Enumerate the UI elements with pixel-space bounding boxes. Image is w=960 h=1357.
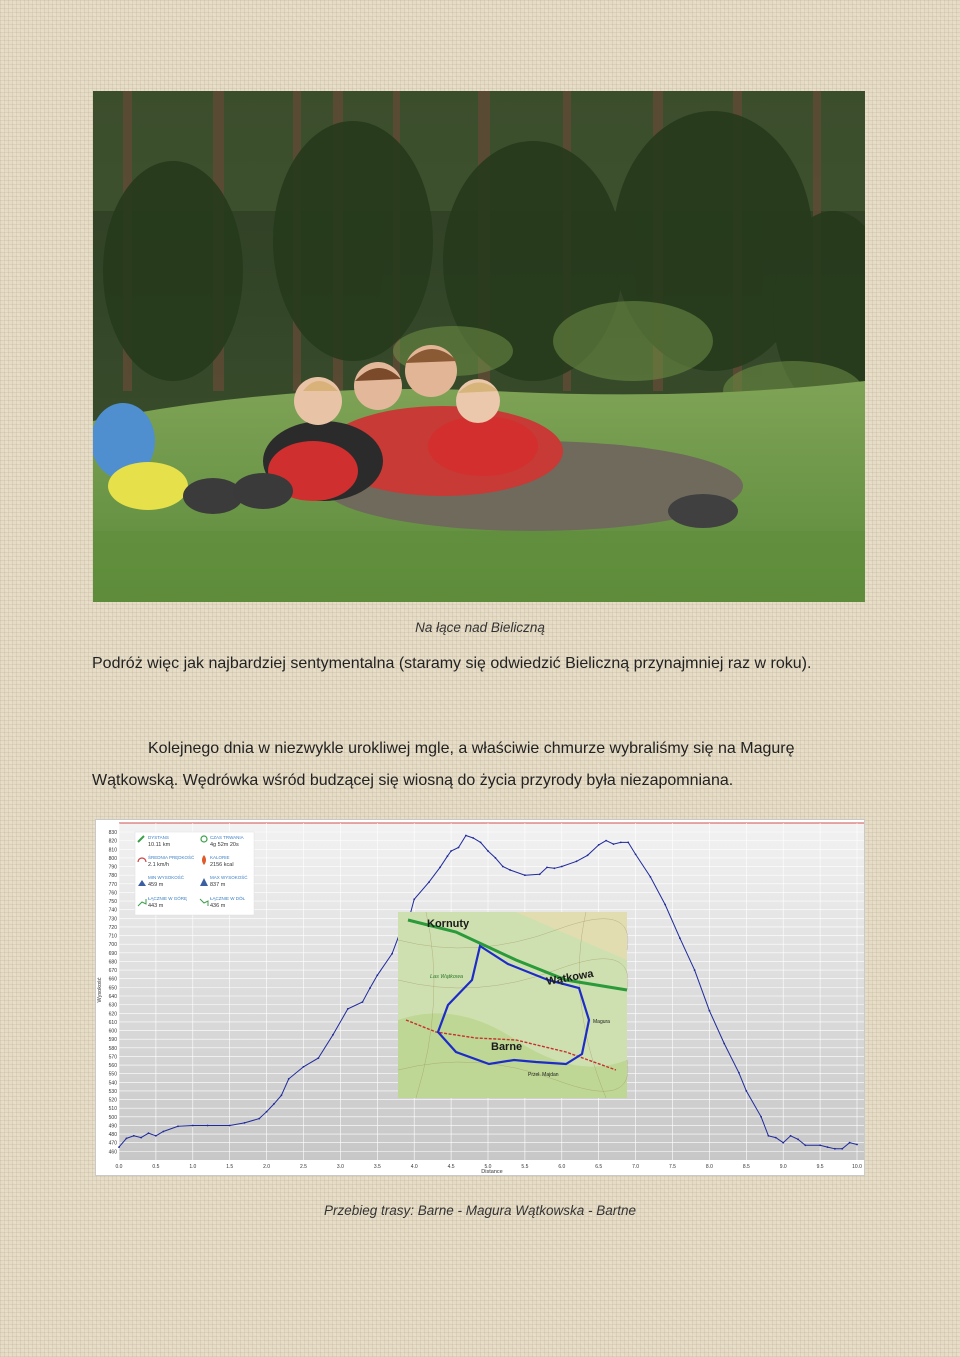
elevation-point [428, 881, 430, 883]
y-tick-label: 610 [108, 1019, 117, 1026]
elevation-point [162, 1131, 164, 1133]
stats-box [135, 832, 254, 915]
x-axis-label: Distance [481, 1169, 503, 1175]
elevation-point [694, 969, 696, 971]
elevation-point [258, 1118, 260, 1120]
y-tick-label: 560 [108, 1063, 117, 1070]
y-tick-label: 550 [108, 1071, 117, 1078]
elevation-point [827, 1146, 829, 1148]
x-tick-label: 1.0 [189, 1164, 197, 1170]
x-tick-label: 8.5 [742, 1164, 750, 1170]
elevation-point [745, 1090, 747, 1092]
route-map-inset [398, 912, 628, 1098]
map-label-kornuty: Kornuty [427, 918, 470, 930]
elevation-chart-svg [96, 820, 864, 1175]
elevation-point [148, 1132, 150, 1134]
elevation-point [790, 1135, 792, 1137]
x-tick-label: 5.5 [521, 1164, 529, 1170]
elevation-point [439, 867, 441, 869]
y-tick-label: 670 [108, 968, 117, 975]
y-tick-label: 540 [108, 1080, 117, 1087]
y-tick-label: 760 [108, 890, 117, 897]
y-tick-label: 500 [108, 1114, 117, 1121]
elevation-point [126, 1138, 128, 1140]
map-label-barne: Barne [491, 1041, 523, 1053]
y-tick-label: 530 [108, 1088, 117, 1095]
y-tick-label: 480 [108, 1132, 117, 1139]
elevation-point [561, 866, 563, 868]
elevation-point [450, 850, 452, 852]
elevation-point [472, 837, 474, 839]
photo-caption: Na łące nad Bieliczną [415, 620, 545, 635]
y-tick-label: 800 [108, 855, 117, 862]
elevation-point [539, 873, 541, 875]
map-label-watkowa: Wątkowa [545, 967, 595, 988]
x-tick-label: 4.5 [447, 1164, 455, 1170]
elevation-point [797, 1138, 799, 1140]
elevation-point [413, 898, 415, 900]
elevation-point [598, 844, 600, 846]
y-tick-label: 790 [108, 864, 117, 871]
y-tick-label: 630 [108, 1002, 117, 1009]
y-tick-label: 580 [108, 1045, 117, 1052]
elevation-point [332, 1034, 334, 1036]
elevation-point [627, 842, 629, 844]
y-tick-label: 520 [108, 1097, 117, 1104]
elevation-point [760, 1116, 762, 1118]
elevation-point [133, 1135, 135, 1137]
elevation-point [849, 1142, 851, 1144]
x-tick-label: 9.0 [779, 1164, 787, 1170]
elevation-point [391, 953, 393, 955]
paragraph-1: Podróż więc jak najbardziej sentymentalna (staramy się odwiedzić Bieliczną przynajmniej raz w roku). [92, 655, 812, 672]
svg-text:MIN WYSOKOŚĆ: MIN WYSOKOŚĆ [148, 875, 185, 880]
svg-text:CZAS TRWANIA: CZAS TRWANIA [210, 835, 244, 840]
x-tick-label: 5.0 [484, 1164, 492, 1170]
y-tick-label: 690 [108, 950, 117, 957]
y-tick-label: 460 [108, 1149, 117, 1156]
elevation-point [347, 1008, 349, 1010]
chart-caption: Przebieg trasy: Barne - Magura Wątkowska - Bartne [323, 1203, 637, 1218]
elevation-point [635, 854, 637, 856]
elevation-point [819, 1144, 821, 1146]
family-photo [93, 91, 865, 602]
elevation-point [192, 1125, 194, 1127]
y-tick-label: 730 [108, 916, 117, 923]
svg-text:ŚREDNIA PRĘDKOŚĆ: ŚREDNIA PRĘDKOŚĆ [148, 855, 195, 860]
svg-text:2156 kcal: 2156 kcal [210, 862, 234, 868]
elevation-point [376, 974, 378, 976]
elevation-point [613, 843, 615, 845]
elevation-point [502, 866, 504, 868]
elevation-point [140, 1137, 142, 1139]
svg-text:436 m: 436 m [210, 903, 226, 909]
elevation-point [554, 867, 556, 869]
elevation-point [723, 1043, 725, 1045]
x-tick-label: 6.5 [595, 1164, 603, 1170]
x-tick-label: 7.5 [669, 1164, 676, 1170]
elevation-point [768, 1135, 770, 1137]
svg-text:4g 52m 20s: 4g 52m 20s [210, 842, 239, 848]
elevation-point [229, 1125, 231, 1127]
elevation-point [458, 847, 460, 849]
x-tick-label: 8.0 [705, 1164, 713, 1170]
elevation-profile-chart [95, 819, 865, 1176]
y-tick-label: 750 [108, 899, 117, 906]
elevation-point [495, 857, 497, 859]
svg-text:DYSTANS: DYSTANS [148, 835, 169, 840]
elevation-point [738, 1072, 740, 1074]
paragraph-2: Kolejnego dnia w niezwykle urokliwej mgle, a właściwie chmurze wybraliśmy się na Magurę Wątkowską. Wędrówka wśród budzącej się wiosną do życia przyrody była niezapomniana. [92, 740, 795, 789]
y-tick-label: 680 [108, 959, 117, 966]
elevation-point [650, 876, 652, 878]
elevation-point [362, 1001, 364, 1003]
map-label-magura: Magura [593, 1019, 610, 1025]
svg-text:MAX WYSOKOŚĆ: MAX WYSOKOŚĆ [210, 875, 248, 880]
elevation-point [207, 1125, 209, 1127]
elevation-point [317, 1057, 319, 1059]
y-tick-label: 600 [108, 1028, 117, 1035]
elevation-point [447, 855, 449, 857]
elevation-point [244, 1122, 246, 1124]
map-label-przel-majdan: Przeł. Majdan [528, 1072, 559, 1078]
x-tick-label: 0.0 [115, 1164, 123, 1170]
elevation-point [605, 840, 607, 842]
elevation-point [679, 937, 681, 939]
x-tick-label: 9.5 [816, 1164, 824, 1170]
y-tick-label: 820 [108, 838, 117, 845]
y-axis-ticks [109, 830, 118, 1155]
y-tick-label: 510 [108, 1106, 117, 1113]
y-tick-label: 590 [108, 1037, 117, 1044]
svg-text:10.11 km: 10.11 km [148, 842, 171, 848]
y-axis-label: Wysokość [97, 977, 103, 1003]
y-tick-label: 570 [108, 1054, 117, 1061]
svg-text:459 m: 459 m [148, 882, 164, 888]
elevation-point [288, 1078, 290, 1080]
x-tick-label: 10.0 [852, 1164, 862, 1170]
y-tick-label: 700 [108, 942, 117, 949]
elevation-point [369, 987, 371, 989]
elevation-point [465, 835, 467, 837]
elevation-point [273, 1103, 275, 1105]
y-tick-label: 780 [108, 873, 117, 880]
elevation-point [782, 1142, 784, 1144]
elevation-point [118, 1146, 120, 1148]
elevation-point [509, 869, 511, 871]
elevation-point [281, 1094, 283, 1096]
elevation-point [841, 1148, 843, 1150]
y-tick-label: 660 [108, 976, 117, 983]
elevation-point [834, 1148, 836, 1150]
y-tick-label: 640 [108, 994, 117, 1000]
elevation-point [487, 850, 489, 852]
y-tick-label: 830 [108, 830, 117, 836]
family-photo-illustration [93, 91, 865, 602]
x-tick-label: 6.0 [558, 1164, 566, 1170]
y-tick-label: 650 [108, 985, 117, 992]
x-tick-label: 2.0 [263, 1164, 271, 1170]
elevation-point [155, 1135, 157, 1137]
elevation-point [804, 1144, 806, 1146]
elevation-point [775, 1137, 777, 1139]
elevation-point [177, 1125, 179, 1127]
y-tick-label: 710 [108, 933, 117, 940]
svg-text:837 m: 837 m [210, 882, 226, 888]
y-tick-label: 810 [108, 847, 117, 854]
svg-text:ŁĄCZNIE W GÓRĘ: ŁĄCZNIE W GÓRĘ [148, 896, 188, 901]
elevation-point [480, 842, 482, 844]
x-tick-label: 3.5 [373, 1164, 381, 1170]
y-tick-label: 740 [108, 907, 117, 914]
elevation-point [524, 874, 526, 876]
elevation-point [664, 904, 666, 906]
svg-text:KALORIE: KALORIE [210, 855, 230, 860]
svg-text:443 m: 443 m [148, 903, 164, 909]
x-tick-label: 1.5 [226, 1164, 234, 1170]
elevation-point [620, 842, 622, 844]
x-tick-label: 0.5 [152, 1164, 160, 1170]
svg-text:2.1 km/h: 2.1 km/h [148, 862, 170, 868]
y-tick-label: 720 [108, 924, 117, 931]
y-tick-label: 490 [108, 1123, 117, 1130]
elevation-point [587, 854, 589, 856]
y-tick-label: 770 [108, 881, 117, 888]
y-tick-label: 620 [108, 1011, 117, 1018]
elevation-point [266, 1111, 268, 1113]
elevation-point [576, 860, 578, 862]
elevation-point [709, 1010, 711, 1012]
elevation-point [856, 1144, 858, 1146]
y-tick-label: 470 [108, 1140, 117, 1147]
svg-text:ŁĄCZNIE W DÓŁ: ŁĄCZNIE W DÓŁ [210, 896, 246, 901]
map-label-las-watkowa: Las Wątkowa [430, 974, 464, 980]
x-tick-label: 7.0 [632, 1164, 640, 1170]
x-tick-label: 3.0 [336, 1164, 344, 1170]
x-tick-label: 2.5 [300, 1164, 307, 1170]
x-tick-label: 4.0 [410, 1164, 418, 1170]
elevation-point [303, 1066, 305, 1068]
elevation-point [546, 867, 548, 869]
